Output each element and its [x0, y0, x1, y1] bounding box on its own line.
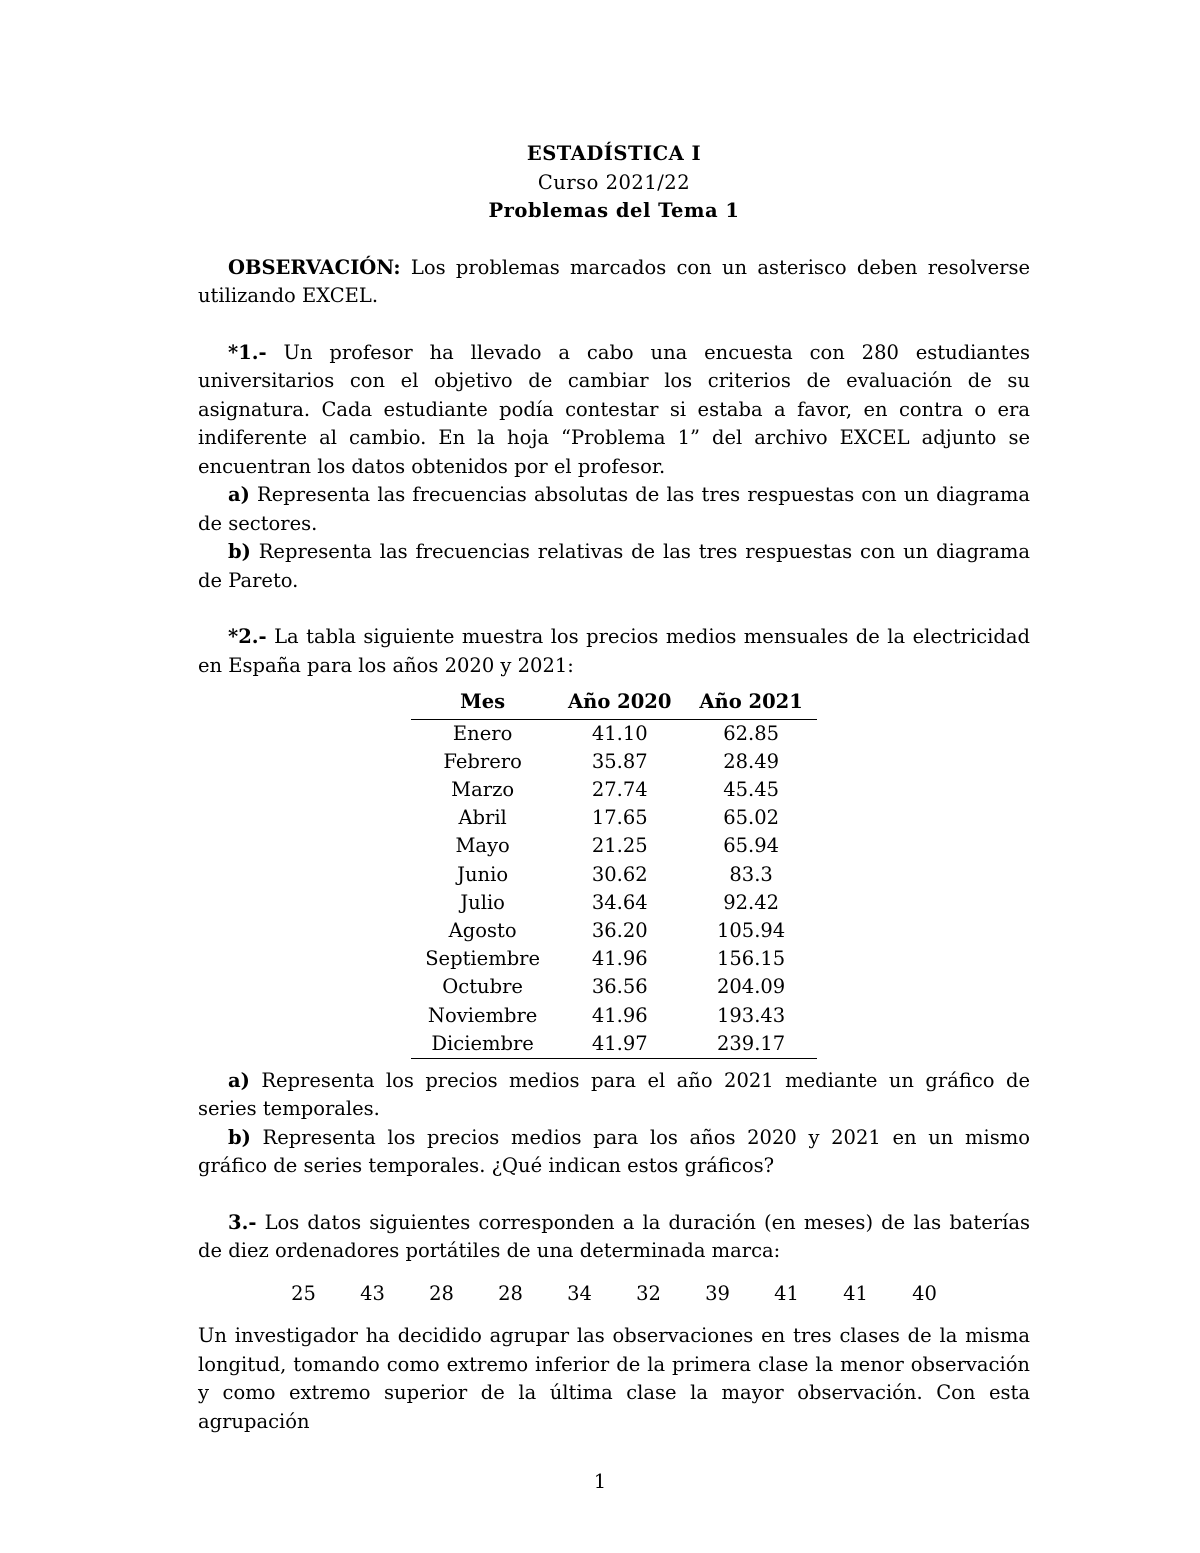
problem-2-part-b [198, 1124, 1030, 1181]
table-cell-2020: 41.10 [591, 721, 648, 745]
page-number: 1 [593, 1470, 607, 1493]
table-cell-month: Mayo [455, 834, 510, 858]
table-cell-2021: 62.85 [723, 721, 780, 745]
table-cell-2021: 105.94 [716, 918, 786, 942]
table-cell-month: Marzo [451, 777, 515, 801]
problem-3-label: 3.- [228, 1210, 257, 1234]
problem-1-part-a-text: Representa las frecuencias absolutas de las tres respuestas con un diagrama de sectores. [198, 483, 1030, 535]
problem-1-part-a-label: a) [228, 483, 250, 506]
table-body [411, 719, 817, 1058]
table-header-row [411, 686, 817, 719]
problem-3-statement [198, 1209, 1030, 1266]
data-value: 28 [429, 1281, 454, 1305]
table-cell-2020: 27.74 [591, 777, 648, 801]
problem-1-part-b-text: Representa las frecuencias relativas de las tres respuestas con un diagrama de Pareto. [198, 540, 1030, 592]
data-value: 43 [360, 1281, 385, 1305]
data-value: 34 [567, 1281, 592, 1305]
problem-1-part-a [198, 481, 1030, 538]
table-row [411, 804, 817, 832]
problem-2-statement [198, 623, 1030, 680]
table-cell-2020: 30.62 [591, 862, 648, 886]
document-subtitle: Problemas del Tema 1 [488, 199, 740, 222]
table-cell-month: Abril [458, 806, 507, 830]
table-row [411, 832, 817, 860]
data-value: 28 [498, 1281, 523, 1305]
table-cell-2020: 36.20 [591, 918, 648, 942]
table-cell-month: Octubre [442, 975, 523, 999]
table-row [411, 719, 817, 748]
problem-2-label: *2.- [228, 625, 267, 648]
table-cell-2021: 156.15 [716, 947, 786, 971]
data-value: 41 [843, 1281, 868, 1305]
table-header-2021: Año 2021 [685, 686, 816, 719]
table-row [411, 973, 817, 1001]
problem-2-part-a-text: Representa los precios medios para el año 2021 mediante un gráfico de series temporales. [198, 1068, 1030, 1121]
table-row [411, 1002, 817, 1030]
table-cell-2020: 34.64 [591, 890, 648, 914]
table-cell-month: Septiembre [425, 947, 541, 971]
problem-1-statement [198, 339, 1030, 482]
table-row [411, 1030, 817, 1059]
problem-1-text: Un profesor ha llevado a cabo una encuesta con 280 estudiantes universitarios con el objetivo de cambiar los criterios de evaluación de su asignatura. Cada estudiante podía contestar si estaba a favor, en contra o era indiferente al cambio. En la hoja “Problema 1” del archivo EXCEL adjunto se encuentran los datos obtenidos por el profesor. [198, 340, 1030, 478]
document-title: ESTADÍSTICA I [526, 142, 702, 165]
table-cell-month: Julio [460, 890, 505, 914]
problem-2-part-a-label: a) [228, 1068, 250, 1092]
table-cell-2021: 193.43 [716, 1003, 786, 1027]
course-label: Curso 2021/22 [537, 170, 691, 194]
data-value: 32 [636, 1281, 661, 1305]
table-cell-month: Agosto [448, 918, 517, 942]
table-row [411, 776, 817, 804]
data-value: 25 [291, 1281, 316, 1305]
table-cell-2020: 36.56 [591, 975, 648, 999]
table-header-month: Mes [411, 686, 554, 719]
table-cell-2020: 35.87 [591, 749, 648, 773]
data-value: 39 [705, 1281, 730, 1305]
table-cell-2021: 83.3 [729, 862, 773, 886]
table-cell-month: Enero [452, 721, 513, 745]
problem-2-text: La tabla siguiente muestra los precios medios mensuales de la electricidad en España para los años 2020 y 2021: [198, 625, 1030, 677]
table-cell-month: Diciembre [411, 1030, 554, 1059]
problem-2-part-a [198, 1067, 1030, 1124]
table-cell-2020: 17.65 [591, 806, 648, 830]
table-cell-2020: 21.25 [591, 834, 648, 858]
table-cell-month: Febrero [443, 749, 522, 773]
table-row [411, 889, 817, 917]
observation-label: OBSERVACIÓN: [228, 255, 401, 279]
table-cell-month: Junio [457, 862, 509, 886]
table-cell-2020: 41.96 [591, 1003, 648, 1027]
problem-3-continuation: Un investigador ha decidido agrupar las observaciones en tres clases de la misma longitud, tomando como extremo inferior de la primera clase la menor observación y como extremo superior de la última clase la mayor observación. Con esta agrupación [198, 1324, 1030, 1433]
table-cell-2021: 92.42 [723, 890, 780, 914]
table-cell-2021: 28.49 [723, 749, 780, 773]
table-cell-2021: 239.17 [685, 1030, 816, 1059]
problem-2-part-b-label: b) [228, 1125, 251, 1149]
table-cell-2021: 65.02 [723, 806, 780, 830]
problem-1-label: *1.- [228, 340, 267, 364]
electricity-price-table [411, 686, 817, 1059]
observation-paragraph [198, 254, 1030, 311]
problem-2-part-b-text: Representa los precios medios para los años 2020 y 2021 en un mismo gráfico de series temporales. ¿Qué indican estos gráficos? [198, 1125, 1030, 1178]
problem-1-part-b [198, 538, 1030, 595]
table-row [411, 748, 817, 776]
document-page [198, 140, 1030, 1436]
table-cell-2021: 45.45 [723, 777, 780, 801]
data-value: 41 [774, 1281, 799, 1305]
table-cell-2021: 204.09 [716, 975, 786, 999]
table-row [411, 861, 817, 889]
table-row [411, 917, 817, 945]
problem-3-text: Los datos siguientes corresponden a la duración (en meses) de las baterías de diez ordenadores portátiles de una determinada marca: [198, 1210, 1030, 1263]
battery-data-values [198, 1280, 1030, 1309]
table-cell-month: Noviembre [427, 1003, 538, 1027]
table-row [411, 945, 817, 973]
table-header-2020: Año 2020 [554, 686, 685, 719]
problem-1-part-b-label: b) [228, 540, 251, 563]
data-value: 40 [912, 1281, 937, 1305]
table-cell-2020: 41.97 [554, 1030, 685, 1059]
table-cell-2020: 41.96 [591, 947, 648, 971]
table-cell-2021: 65.94 [723, 834, 780, 858]
observation-text: Los problemas marcados con un asterisco deben resolverse utilizando EXCEL. [198, 255, 1030, 307]
